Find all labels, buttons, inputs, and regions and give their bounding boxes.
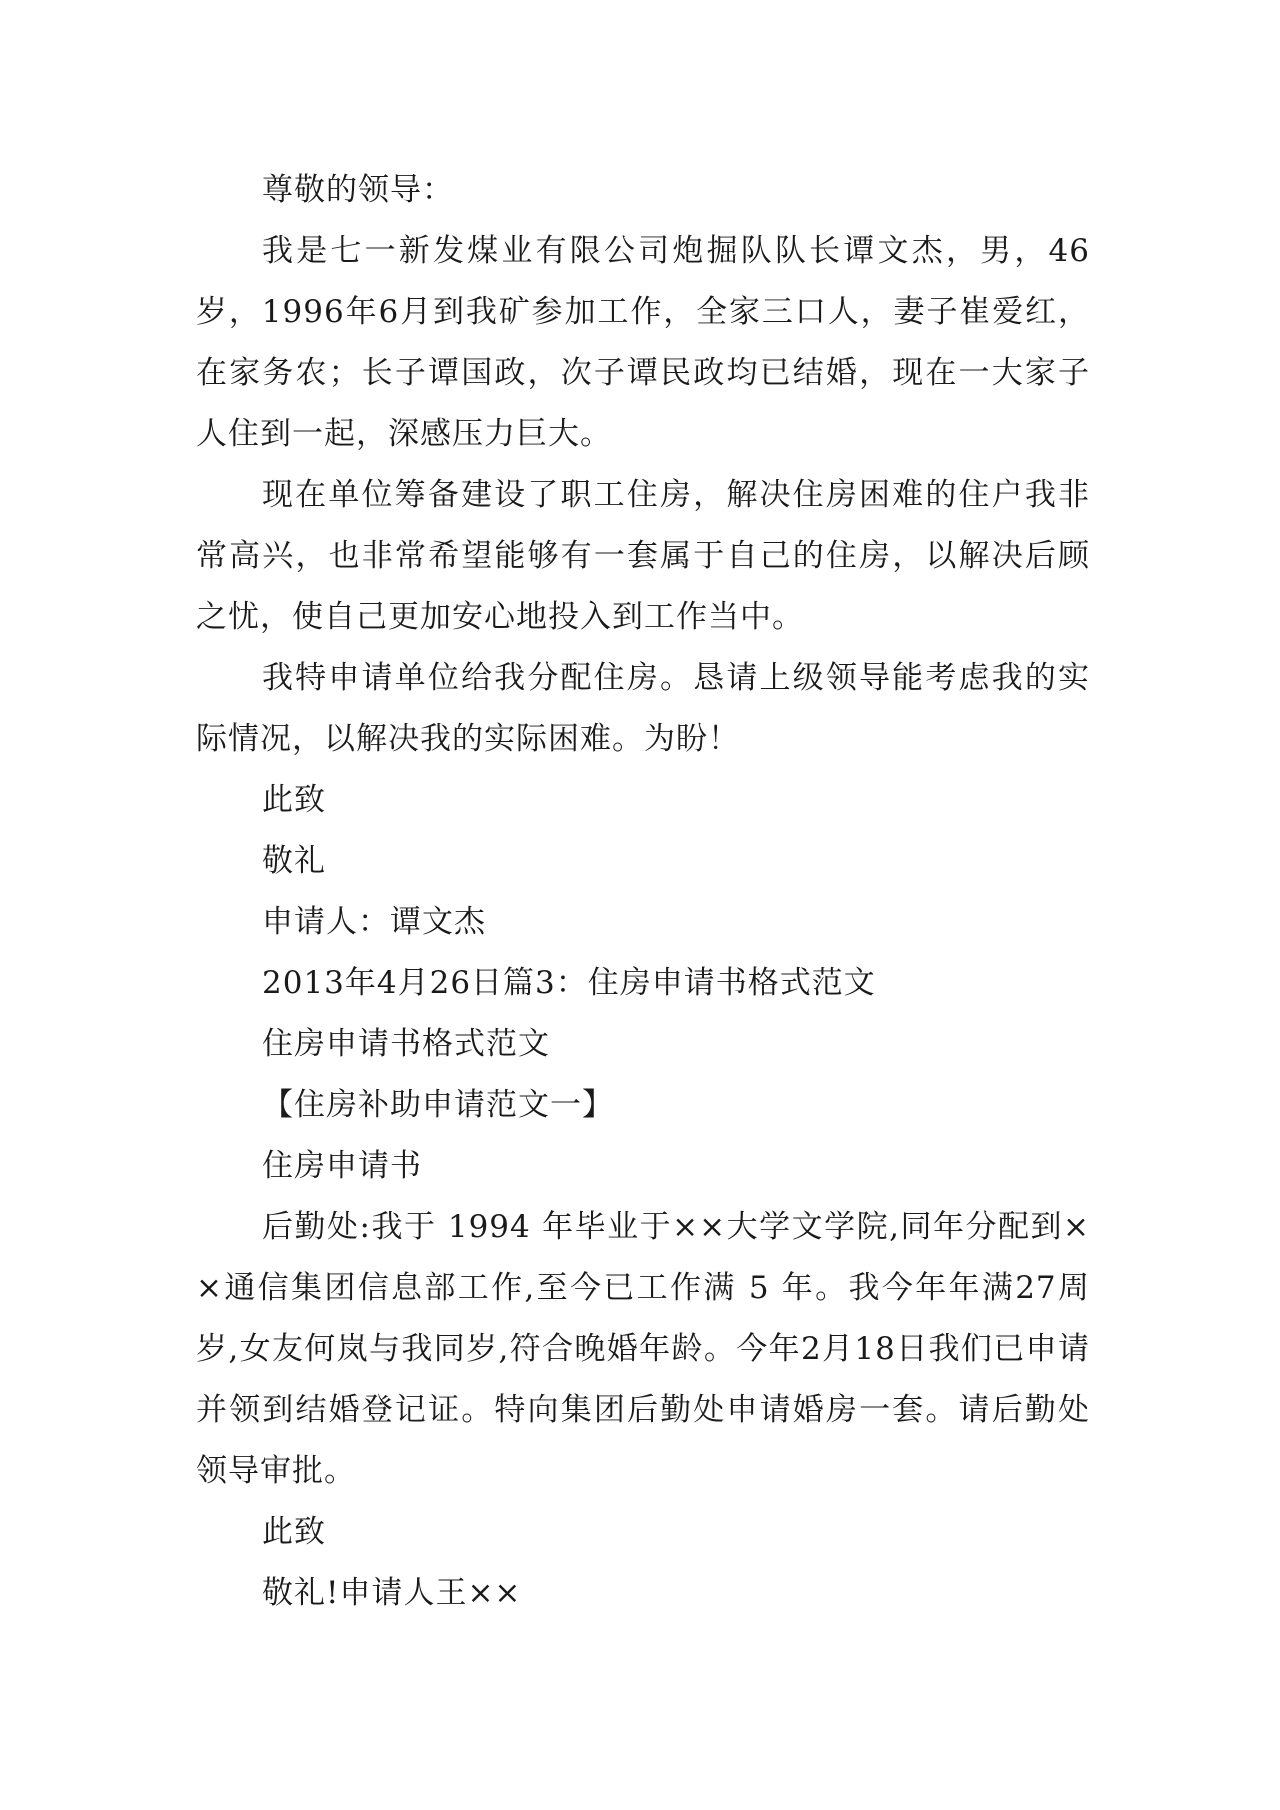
- applicant-signature: 申请人：谭文杰: [262, 904, 486, 940]
- paragraph-housing-plan: 现在单位筹备建设了职工住房，解决住房困难的住户我非常高兴，也非常希望能够有一套属于自己的住房，以解决后顾之忧，使自己更加安心地投入到工作当中。: [196, 477, 1090, 635]
- closing-cizhi-2: 此致: [262, 1514, 326, 1550]
- letter-title: 住房申请书: [262, 1148, 422, 1184]
- document-body: [196, 160, 1090, 1624]
- paragraph-sample-letter-body: 后勤处:我于 1994 年毕业于××大学文学院,同年分配到××通信集团信息部工作,至今已工作满 5 年。我今年年满27周岁,女友何岚与我同岁,符合晚婚年龄。今年2月18日我们已申请并领到结婚登记证。特向集团后勤处申请婚房一套。请后勤处领导审批。: [196, 1209, 1090, 1489]
- salutation: 尊敬的领导：: [262, 172, 454, 208]
- paragraph-request: 我特申请单位给我分配住房。恳请上级领导能考虑我的实际情况，以解决我的实际困难。为盼！: [196, 660, 1090, 757]
- closing-cizhi: 此致: [262, 782, 326, 818]
- paragraph-self-introduction: 我是七一新发煤业有限公司炮掘队队长谭文杰，男，46岁，1996年6月到我矿参加工作，全家三口人，妻子崔爱红，在家务农；长子谭国政，次子谭民政均已结婚，现在一大家子人住到一起，深感压力巨大。: [196, 233, 1090, 452]
- section-title: 住房申请书格式范文: [262, 1026, 550, 1062]
- closing-applicant-2: 敬礼!申请人王××: [262, 1575, 522, 1611]
- date-and-section-heading: 2013年4月26日篇3：住房申请书格式范文: [262, 965, 876, 1001]
- sample-heading: 【住房补助申请范文一】: [262, 1087, 614, 1123]
- closing-jingli: 敬礼: [262, 843, 326, 879]
